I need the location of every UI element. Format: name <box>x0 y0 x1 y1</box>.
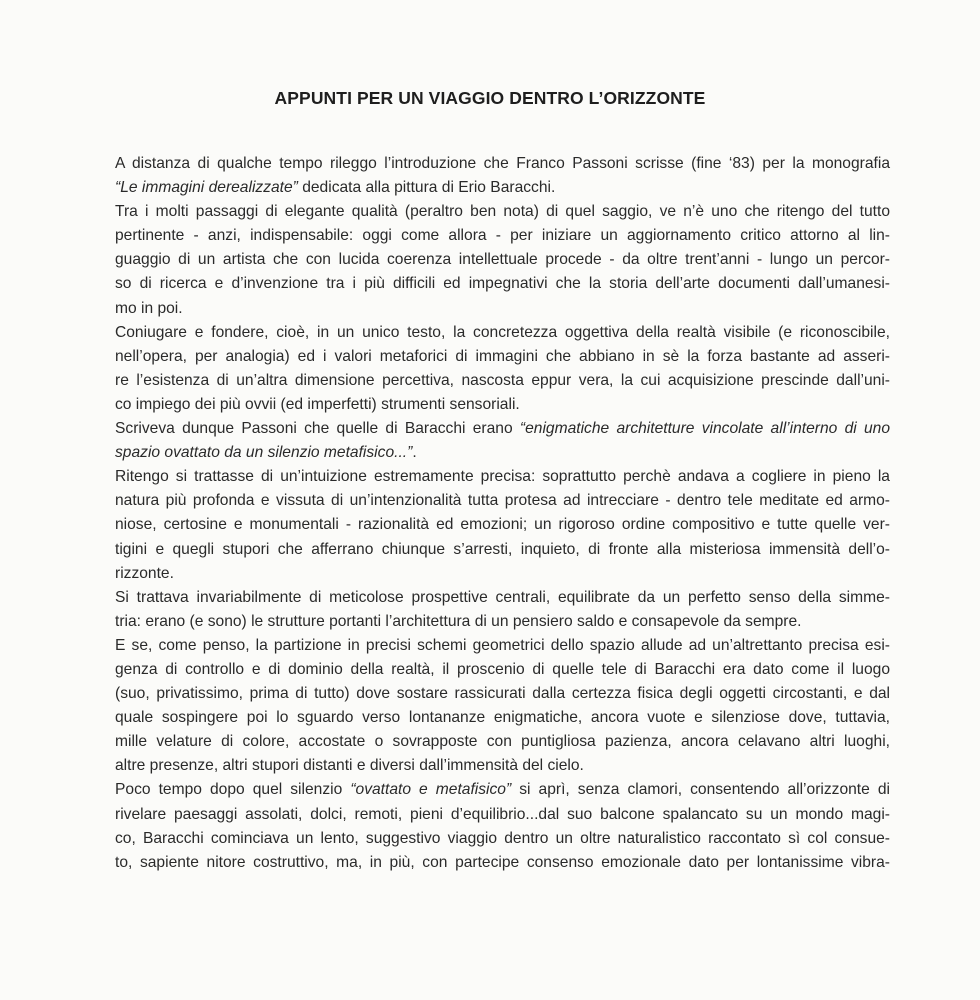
page-title: APPUNTI PER UN VIAGGIO DENTRO L’ORIZZONTE <box>274 88 706 108</box>
text-span: so di ricerca e d’invenzione tra i più difficili ed impegnativi che la storia dell’arte documenti dall’umanesi- <box>115 275 890 293</box>
text-span: Poco tempo dopo quel silenzio <box>115 781 351 799</box>
text-span: Coniugare e fondere, cioè, in un unico testo, la concretezza oggettiva della realtà visibile (e riconoscibile, <box>115 323 890 341</box>
text-span: genza di controllo e di dominio della realtà, il proscenio di quelle tele di Baracchi era dato come il luogo <box>115 660 890 678</box>
text-span: A distanza di qualche tempo rileggo l’introduzione che Franco Passoni scrisse (fine ‘83) per la monografia <box>115 155 890 172</box>
text-span: altre presenze, altri stupori distanti e diversi dall’immensità del cielo. <box>115 757 584 775</box>
text-line <box>115 562 890 586</box>
italic-quote: “enigmatiche architetture vincolate all’interno di uno <box>519 420 890 438</box>
text-span: Ritengo si trattasse di un’intuizione estremamente precisa: soprattutto perchè andava a cogliere in pieno la <box>115 468 890 486</box>
text-line <box>115 682 890 706</box>
text-span: co, Baracchi cominciava un lento, suggestivo viaggio dentro un oltre naturalistico raccontato sì col consue- <box>115 829 890 847</box>
text-line <box>115 658 890 682</box>
italic-quote: spazio ovattato da un silenzio metafisico...” <box>115 444 413 462</box>
text-span: (suo, privatissimo, prima di tutto) dove sostare rassicurati dalla certezza fisica degli oggetti circostanti, e dal <box>115 685 890 703</box>
text-span: tigini e quegli stupori che afferrano chiunque s’arresti, inquieto, di fronte alla misteriosa immensità dell’o- <box>115 540 890 558</box>
text-span: mille velature di colore, accostate o sovrapposte con puntigliosa pazienza, ancora celavano altri luoghi, <box>115 733 890 751</box>
text-line <box>115 417 890 441</box>
text-span: Tra i molti passaggi di elegante qualità (peraltro ben nota) di quel saggio, ve n’è uno che ritengo del tutto <box>115 203 890 221</box>
text-line <box>115 489 890 513</box>
text-line <box>115 754 890 778</box>
text-span: nell’opera, per analogia) ed i valori metaforici di immagini che abbiano in sè la forza bastante ad asseri- <box>115 347 890 365</box>
text-line <box>115 610 890 634</box>
text-line <box>115 272 890 296</box>
italic-quote: “Le immagini derealizzate” <box>115 179 298 197</box>
text-span: to, sapiente nitore costruttivo, ma, in più, con partecipe consenso emozionale dato per lontanissime vibra- <box>115 853 890 871</box>
text-line <box>115 393 890 417</box>
body-text <box>115 152 890 875</box>
italic-quote: “ovattato e metafisico” <box>350 781 512 799</box>
text-line <box>115 803 890 827</box>
text-span: . <box>412 444 417 462</box>
text-span: niose, certosine e monumentali - razionalità ed emozioni; un rigoroso ordine compositivo e tutte quelle ver- <box>115 516 890 534</box>
text-line <box>115 321 890 345</box>
text-line <box>115 176 890 200</box>
text-span: Scriveva dunque Passoni che quelle di Baracchi erano <box>115 420 520 438</box>
text-span: dedicata alla pittura di Erio Baracchi. <box>297 179 556 197</box>
text-span: pertinente - anzi, indispensabile: oggi come allora - per iniziare un aggiornamento critico attorno al lin- <box>115 227 890 245</box>
text-span: re l’esistenza di un’altra dimensione percettiva, nascosta eppur vera, la cui acquisizione prescinde dall’uni- <box>115 371 890 389</box>
text-span: co impiego dei più ovvii (ed imperfetti) strumenti sensoriali. <box>115 395 520 413</box>
text-span: rivelare paesaggi assolati, dolci, remoti, pieni d’equilibrio...dal suo balcone spalancato su un mondo magi- <box>115 805 890 823</box>
text-line <box>115 778 890 802</box>
text-span: mo in poi. <box>115 299 183 317</box>
text-span: guaggio di un artista che con lucida coerenza intellettuale procede - da oltre trent’anni - lungo un percor- <box>115 251 890 269</box>
text-line <box>115 441 890 465</box>
text-span: Si trattava invariabilmente di meticolose prospettive centrali, equilibrate da un perfetto senso della simme- <box>115 588 890 606</box>
text-span: tria: erano (e sono) le strutture portanti l’architettura di un pensiero saldo e consapevole da sempre. <box>115 612 802 630</box>
text-span: E se, come penso, la partizione in precisi schemi geometrici dello spazio allude ad un’altrettanto precisa esi- <box>115 636 890 654</box>
text-line <box>115 200 890 224</box>
text-span: quale sospingere poi lo sguardo verso lontananze enigmatiche, ancora vuote e silenziose dove, tuttavia, <box>115 709 890 727</box>
text-line <box>115 851 890 875</box>
text-line <box>115 634 890 658</box>
text-line <box>115 465 890 489</box>
text-span: rizzonte. <box>115 564 174 582</box>
text-line <box>115 827 890 851</box>
text-line <box>115 730 890 754</box>
text-line <box>115 538 890 562</box>
text-line <box>115 586 890 610</box>
text-span: natura più profonda e vissuta di un’intenzionalità tutta protesa ad intrecciare - dentro tele meditate ed armo- <box>115 492 890 510</box>
text-line <box>115 369 890 393</box>
text-span: si aprì, senza clamori, consentendo all’orizzonte di <box>511 781 890 799</box>
text-line <box>115 152 890 176</box>
text-line <box>115 297 890 321</box>
text-line <box>115 513 890 537</box>
text-line <box>115 345 890 369</box>
text-line <box>115 224 890 248</box>
text-line <box>115 706 890 730</box>
text-line <box>115 248 890 272</box>
